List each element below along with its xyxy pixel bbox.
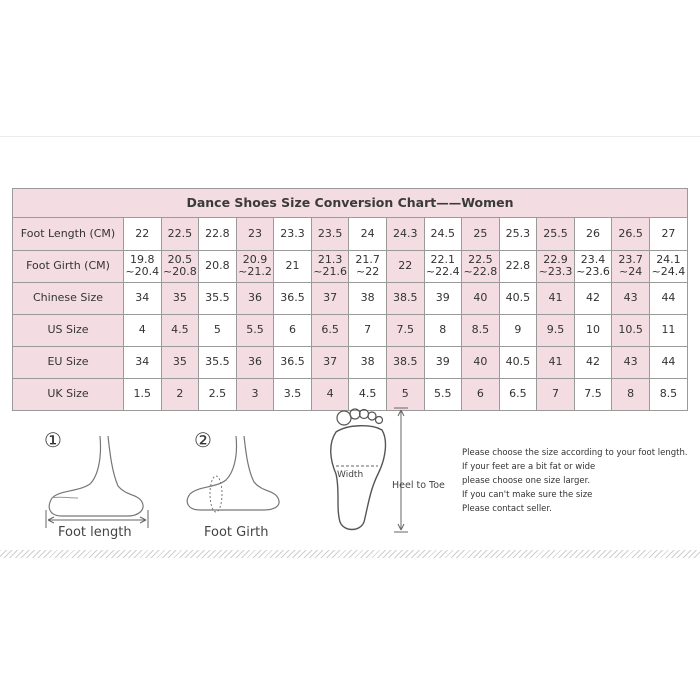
foot-girth-illustration (178, 432, 298, 522)
size-conversion-chart (12, 188, 688, 411)
table-cell: 21.7 ~22 (349, 250, 387, 282)
table-cell: 40.5 (499, 282, 537, 314)
table-cell: 23.3 (274, 218, 312, 250)
table-cell: 26 (574, 218, 612, 250)
table-cell: 38.5 (386, 346, 424, 378)
table-cell: 38 (349, 346, 387, 378)
table-cell: 20.9 ~21.2 (236, 250, 274, 282)
table-cell: 37 (311, 282, 349, 314)
size-table (13, 218, 687, 410)
table-cell: 35 (161, 346, 199, 378)
table-cell: 5.5 (236, 314, 274, 346)
row-label: Chinese Size (13, 282, 124, 314)
table-cell: 35 (161, 282, 199, 314)
table-cell: 42 (574, 346, 612, 378)
table-cell: 10.5 (612, 314, 650, 346)
table-cell: 24.3 (386, 218, 424, 250)
table-cell: 25.5 (537, 218, 575, 250)
table-cell: 40 (462, 282, 500, 314)
table-cell: 3 (236, 378, 274, 410)
table-cell: 6.5 (499, 378, 537, 410)
table-cell: 8.5 (462, 314, 500, 346)
table-cell: 43 (612, 346, 650, 378)
table-cell: 39 (424, 346, 462, 378)
table-cell: 6 (274, 314, 312, 346)
table-cell: 11 (649, 314, 687, 346)
table-cell: 44 (649, 282, 687, 314)
table-cell: 39 (424, 282, 462, 314)
table-row (13, 346, 687, 378)
table-cell: 38.5 (386, 282, 424, 314)
top-divider (0, 136, 700, 137)
table-cell: 41 (537, 346, 575, 378)
note-line: Please contact seller. (462, 504, 552, 514)
table-cell: 4 (311, 378, 349, 410)
foot-girth-caption: Foot Girth (204, 525, 269, 540)
table-cell: 23 (236, 218, 274, 250)
table-cell: 20.8 (199, 250, 237, 282)
table-cell: 4.5 (349, 378, 387, 410)
decorative-stripe-divider (0, 550, 700, 558)
table-cell: 22 (386, 250, 424, 282)
table-cell: 24.1 ~24.4 (649, 250, 687, 282)
table-cell: 24 (349, 218, 387, 250)
table-cell: 36 (236, 346, 274, 378)
table-row (13, 282, 687, 314)
row-label: US Size (13, 314, 124, 346)
table-cell: 7 (349, 314, 387, 346)
table-cell: 38 (349, 282, 387, 314)
table-cell: 9 (499, 314, 537, 346)
table-cell: 19.8 ~20.4 (124, 250, 162, 282)
table-cell: 1.5 (124, 378, 162, 410)
table-cell: 21 (274, 250, 312, 282)
table-row (13, 314, 687, 346)
table-cell: 35.5 (199, 346, 237, 378)
chart-title: Dance Shoes Size Conversion Chart——Women (13, 189, 687, 218)
table-cell: 8.5 (649, 378, 687, 410)
table-cell: 24.5 (424, 218, 462, 250)
table-cell: 8 (612, 378, 650, 410)
table-cell: 25 (462, 218, 500, 250)
table-cell: 23.7 ~24 (612, 250, 650, 282)
table-cell: 35.5 (199, 282, 237, 314)
row-label: EU Size (13, 346, 124, 378)
table-cell: 37 (311, 346, 349, 378)
table-cell: 22.8 (499, 250, 537, 282)
note-line: Please choose the size according to your foot length. (462, 448, 688, 458)
table-cell: 9.5 (537, 314, 575, 346)
note-line: If your feet are a bit fat or wide (462, 462, 596, 472)
table-row (13, 250, 687, 282)
table-cell: 7.5 (386, 314, 424, 346)
sole-heel-to-toe-label: Heel to Toe (392, 480, 445, 491)
table-cell: 43 (612, 282, 650, 314)
table-cell: 23.4 ~23.6 (574, 250, 612, 282)
table-cell: 22.8 (199, 218, 237, 250)
table-cell: 7.5 (574, 378, 612, 410)
table-cell: 36.5 (274, 282, 312, 314)
table-cell: 44 (649, 346, 687, 378)
table-cell: 22.5 (161, 218, 199, 250)
row-label: UK Size (13, 378, 124, 410)
table-cell: 40 (462, 346, 500, 378)
table-cell: 27 (649, 218, 687, 250)
row-label: Foot Length (CM) (13, 218, 124, 250)
table-cell: 34 (124, 282, 162, 314)
table-cell: 4.5 (161, 314, 199, 346)
table-cell: 41 (537, 282, 575, 314)
table-cell: 21.3 ~21.6 (311, 250, 349, 282)
table-cell: 7 (537, 378, 575, 410)
table-cell: 6 (462, 378, 500, 410)
table-cell: 20.5 ~20.8 (161, 250, 199, 282)
table-cell: 2.5 (199, 378, 237, 410)
size-notes (462, 446, 688, 516)
foot-length-caption: Foot length (58, 525, 132, 540)
table-cell: 36 (236, 282, 274, 314)
row-label: Foot Girth (CM) (13, 250, 124, 282)
table-cell: 4 (124, 314, 162, 346)
table-cell: 5.5 (424, 378, 462, 410)
table-cell: 6.5 (311, 314, 349, 346)
table-cell: 5 (199, 314, 237, 346)
table-cell: 3.5 (274, 378, 312, 410)
table-cell: 34 (124, 346, 162, 378)
table-cell: 22.5 ~22.8 (462, 250, 500, 282)
note-line: please choose one size larger. (462, 476, 591, 486)
table-cell: 42 (574, 282, 612, 314)
table-cell: 26.5 (612, 218, 650, 250)
table-cell: 22 (124, 218, 162, 250)
table-cell: 2 (161, 378, 199, 410)
table-row (13, 218, 687, 250)
table-cell: 8 (424, 314, 462, 346)
table-cell: 23.5 (311, 218, 349, 250)
table-cell: 5 (386, 378, 424, 410)
step-one-number: ① (44, 428, 62, 452)
table-cell: 10 (574, 314, 612, 346)
table-cell: 25.3 (499, 218, 537, 250)
table-cell: 40.5 (499, 346, 537, 378)
table-cell: 36.5 (274, 346, 312, 378)
table-cell: 22.1 ~22.4 (424, 250, 462, 282)
sole-width-label: Width (337, 470, 364, 480)
foot-length-illustration (38, 432, 168, 532)
note-line: If you can't make sure the size (462, 490, 593, 500)
step-two-number: ② (194, 428, 212, 452)
table-cell: 22.9 ~23.3 (537, 250, 575, 282)
